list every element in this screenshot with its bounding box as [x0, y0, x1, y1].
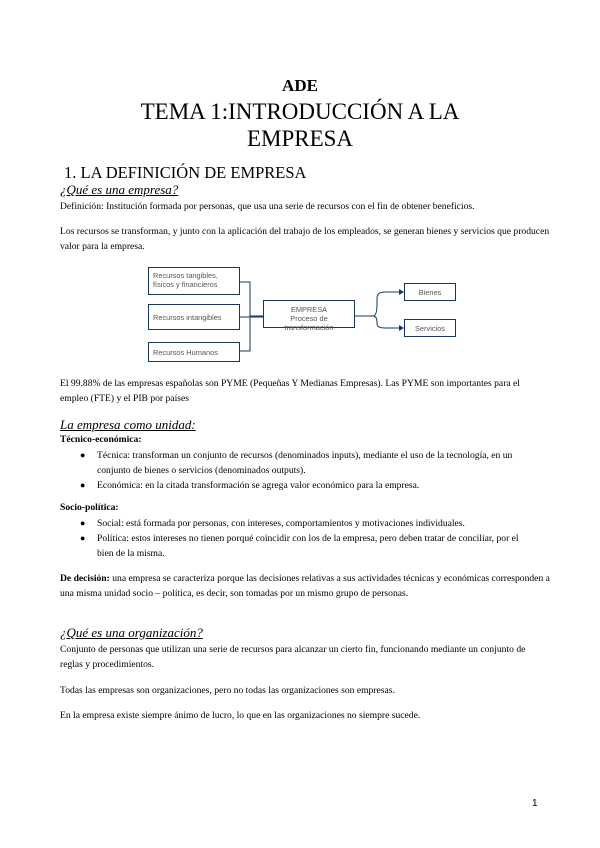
page-number: 1: [532, 798, 538, 809]
title-line-2: EMPRESA: [246, 126, 354, 151]
section-heading: 1. LA DEFINICIÓN DE EMPRESA: [64, 163, 307, 182]
diagram-center-subtitle: Proceso de transformación: [284, 314, 334, 332]
organization-profit: En la empresa existe siempre ánimo de lucro, lo que en las organizaciones no siempre sucede.: [60, 710, 421, 721]
list-item-politica: ● Política: estos intereses no tienen porqué coincidir con los de la empresa, pero deben tratar de conciliar, por el bien de la misma.: [80, 533, 519, 559]
title-line-1: TEMA 1:INTRODUCCIÓN A LA: [140, 99, 460, 124]
diagram-center-box: [263, 300, 355, 332]
resources-paragraph: Los recursos se transforman, y junto con la aplicación del trabajo de los empleados, se generan bienes y servicios que producen valor para la empresa.: [60, 226, 550, 252]
definition-label: Definición:: [60, 201, 104, 212]
question-organizacion-heading: ¿Qué es una organización?: [60, 625, 203, 640]
diagram-input-tangible: Recursos tangibles, físicos y financieros: [148, 267, 240, 295]
bullet-icon: ●: [80, 480, 86, 490]
diagram-input-intangible: Recursos intangibles: [148, 304, 240, 330]
socio-label: Socio-política:: [60, 502, 119, 513]
page-title: [0, 98, 600, 152]
definition-text: Institución formada por personas, que usa una serie de recursos con el fin de obtener beneficios.: [103, 201, 475, 212]
bullet-icon: ●: [80, 450, 86, 460]
diagram-output-services: Servicios: [404, 319, 456, 337]
list-item-social: ● Social: está formada por personas, con intereses, comportamientos y motivaciones individuales.: [80, 518, 465, 529]
decision-paragraph: [60, 571, 550, 601]
diagram-center-title: EMPRESA: [290, 305, 328, 314]
diagram-input-human: Recursos Humanos: [148, 342, 240, 362]
decision-text: una empresa se caracteriza porque las decisiones relativas a sus actividades técnicas y económicas corresponden a una misma unidad socio – política, es decir, son tomadas por un mismo grupo de personas.: [60, 573, 550, 599]
question-empresa-heading: ¿Qué es una empresa?: [60, 182, 179, 197]
bullet-icon: ●: [80, 533, 86, 543]
pyme-text: de las empresas españolas son PYME (Pequeñas Y Medianas Empresas). Las PYME son importantes para el empleo (FTE) y el PIB por países: [60, 378, 520, 404]
unit-heading: La empresa como unidad:: [60, 417, 196, 432]
organization-comparison: Todas las empresas son organizaciones, pero no todas las organizaciones son empresas.: [60, 685, 395, 696]
list-item-tecnica: ● Técnica: transforman un conjunto de recursos (denominados inputs), mediante el uso de la tecnología, en un conjunto de bienes o servicios (denominados outputs).: [80, 450, 513, 476]
tecnico-label: Técnico-económica:: [60, 434, 142, 445]
definition-paragraph: [60, 199, 550, 214]
organization-definition: Conjunto de personas que utilizan una serie de recursos para alcanzar un cierto fin, funcionando mediante un conjunto de reglas y procedimientos.: [60, 644, 526, 670]
bullet-icon: ●: [80, 518, 86, 528]
subject-title: ADE: [282, 76, 318, 95]
transformation-diagram: [145, 264, 465, 366]
list-item-economica: ● Económica: en la citada transformación se agrega valor económico para la empresa.: [80, 480, 420, 491]
pyme-paragraph: [60, 376, 550, 406]
diagram-output-goods: Bienes: [404, 283, 456, 301]
decision-label: De decisión:: [60, 573, 110, 584]
pyme-percentage: El 99.88%: [60, 378, 101, 389]
